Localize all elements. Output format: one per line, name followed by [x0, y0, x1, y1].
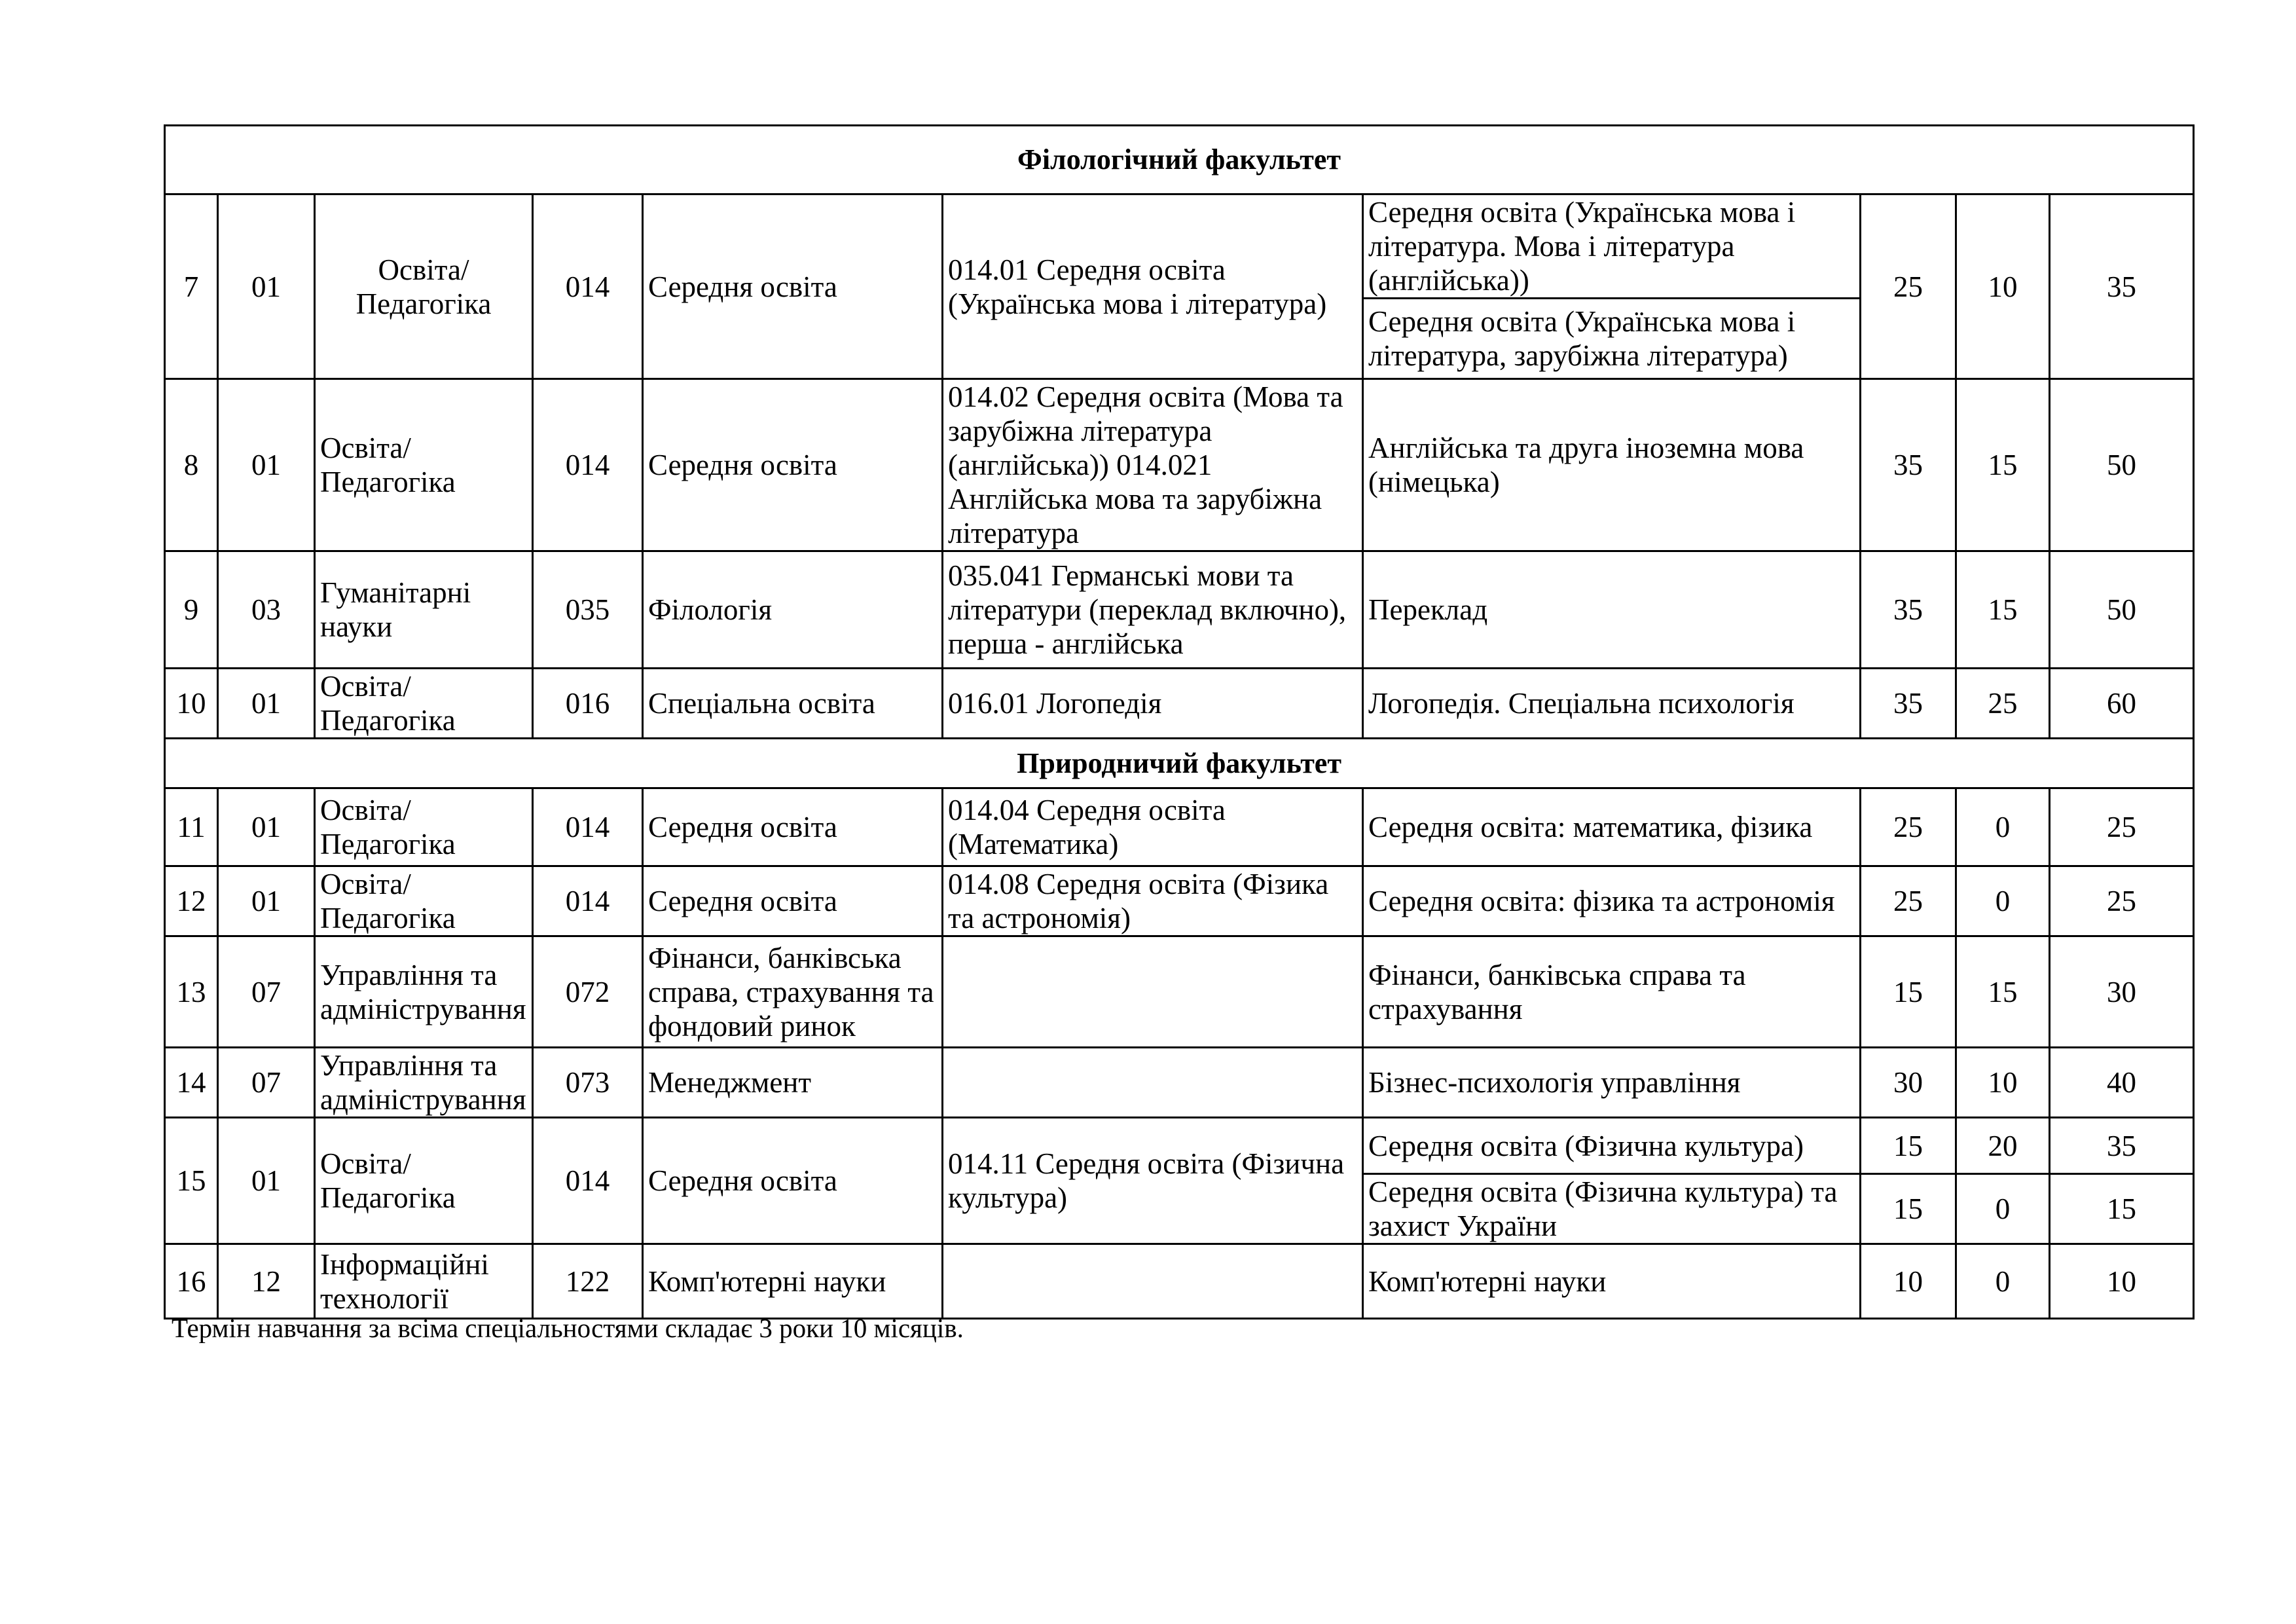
table-row	[165, 551, 2194, 669]
subject-specialty: 035.041 Германські мови та літератури (переклад включно), перша - англійська	[943, 551, 1363, 669]
area-code: 12	[218, 1244, 315, 1319]
total-places: 25	[2050, 866, 2194, 936]
subject-specialty	[943, 936, 1363, 1048]
contract-places: 15	[1956, 551, 2050, 669]
budget-places: 25	[1861, 194, 1956, 379]
knowledge-area: Управління та адміністрування	[315, 1048, 533, 1118]
budget-places: 15	[1861, 1174, 1956, 1244]
program-name: Середня освіта (Українська мова і література, зарубіжна література)	[1363, 299, 1861, 379]
specialty-code: 073	[533, 1048, 643, 1118]
table-row	[165, 669, 2194, 739]
contract-places: 10	[1956, 194, 2050, 379]
specialty-code: 014	[533, 194, 643, 379]
knowledge-area: Освіта/ Педагогіка	[315, 1118, 533, 1244]
row-number: 13	[165, 936, 218, 1048]
subject-specialty: 016.01 Логопедія	[943, 669, 1363, 739]
table-row	[165, 1118, 2194, 1174]
subject-specialty: 014.04 Середня освіта (Математика)	[943, 788, 1363, 866]
subject-specialty: 014.11 Середня освіта (Фізична культура)	[943, 1118, 1363, 1244]
total-places: 50	[2050, 379, 2194, 551]
total-places: 40	[2050, 1048, 2194, 1118]
faculty-header-row	[165, 126, 2194, 194]
specialty-code: 016	[533, 669, 643, 739]
area-code: 07	[218, 1048, 315, 1118]
specialty: Менеджмент	[643, 1048, 943, 1118]
budget-places: 25	[1861, 866, 1956, 936]
program-name: Логопедія. Спеціальна психологія	[1363, 669, 1861, 739]
area-code: 01	[218, 866, 315, 936]
total-places: 10	[2050, 1244, 2194, 1319]
area-code: 01	[218, 379, 315, 551]
row-number: 14	[165, 1048, 218, 1118]
contract-places: 0	[1956, 866, 2050, 936]
contract-places: 25	[1956, 669, 2050, 739]
specialty-code: 072	[533, 936, 643, 1048]
table-row	[165, 936, 2194, 1048]
total-places: 60	[2050, 669, 2194, 739]
table-row	[165, 194, 2194, 299]
row-number: 9	[165, 551, 218, 669]
program-name: Середня освіта (Українська мова і література. Мова і література (англійська))	[1363, 194, 1861, 299]
specialty: Середня освіта	[643, 194, 943, 379]
area-code: 01	[218, 194, 315, 379]
program-name: Бізнес-психологія управління	[1363, 1048, 1861, 1118]
budget-places: 15	[1861, 1118, 1956, 1174]
faculty-title: Природничий факультет	[165, 739, 2194, 788]
area-code: 03	[218, 551, 315, 669]
total-places: 35	[2050, 194, 2194, 379]
budget-places: 15	[1861, 936, 1956, 1048]
program-name: Фінанси, банківська справа та страхування	[1363, 936, 1861, 1048]
program-name: Англійська та друга іноземна мова (німецька)	[1363, 379, 1861, 551]
contract-places: 10	[1956, 1048, 2050, 1118]
table-row	[165, 866, 2194, 936]
knowledge-area: Освіта/ Педагогіка	[315, 866, 533, 936]
budget-places: 25	[1861, 788, 1956, 866]
specialty: Комп'ютерні науки	[643, 1244, 943, 1319]
specialty-code: 035	[533, 551, 643, 669]
budget-places: 30	[1861, 1048, 1956, 1118]
total-places: 30	[2050, 936, 2194, 1048]
program-name: Середня освіта (Фізична культура) та захист України	[1363, 1174, 1861, 1244]
specialty: Середня освіта	[643, 1118, 943, 1244]
knowledge-area: Управління та адміністрування	[315, 936, 533, 1048]
row-number: 10	[165, 669, 218, 739]
total-places: 35	[2050, 1118, 2194, 1174]
program-name: Переклад	[1363, 551, 1861, 669]
budget-places: 10	[1861, 1244, 1956, 1319]
contract-places: 0	[1956, 1244, 2050, 1319]
row-number: 15	[165, 1118, 218, 1244]
specialty-code: 014	[533, 788, 643, 866]
subject-specialty	[943, 1048, 1363, 1118]
program-name: Середня освіта (Фізична культура)	[1363, 1118, 1861, 1174]
row-number: 8	[165, 379, 218, 551]
contract-places: 15	[1956, 936, 2050, 1048]
contract-places: 0	[1956, 788, 2050, 866]
faculty-title: Філологічний факультет	[165, 126, 2194, 194]
row-number: 12	[165, 866, 218, 936]
specialty: Середня освіта	[643, 788, 943, 866]
total-places: 50	[2050, 551, 2194, 669]
program-name: Середня освіта: фізика та астрономія	[1363, 866, 1861, 936]
specialty: Філологія	[643, 551, 943, 669]
row-number: 11	[165, 788, 218, 866]
contract-places: 15	[1956, 379, 2050, 551]
table-row	[165, 1244, 2194, 1319]
subject-specialty: 014.02 Середня освіта (Мова та зарубіжна література (англійська)) 014.021 Англійська мова та зарубіжна література	[943, 379, 1363, 551]
admissions-table	[164, 124, 2195, 1320]
specialty-code: 014	[533, 1118, 643, 1244]
subject-specialty	[943, 1244, 1363, 1319]
specialty: Спеціальна освіта	[643, 669, 943, 739]
total-places: 25	[2050, 788, 2194, 866]
knowledge-area: Освіта/ Педагогіка	[315, 194, 533, 379]
specialty: Середня освіта	[643, 379, 943, 551]
knowledge-area: Освіта/ Педагогіка	[315, 669, 533, 739]
total-places: 15	[2050, 1174, 2194, 1244]
budget-places: 35	[1861, 669, 1956, 739]
row-number: 7	[165, 194, 218, 379]
subject-specialty: 014.01 Середня освіта (Українська мова і література)	[943, 194, 1363, 379]
budget-places: 35	[1861, 551, 1956, 669]
knowledge-area: Освіта/ Педагогіка	[315, 379, 533, 551]
specialty-code: 014	[533, 379, 643, 551]
row-number: 16	[165, 1244, 218, 1319]
area-code: 01	[218, 1118, 315, 1244]
table-row	[165, 379, 2194, 551]
specialty: Фінанси, банківська справа, страхування та фондовий ринок	[643, 936, 943, 1048]
table-row	[165, 1048, 2194, 1118]
area-code: 07	[218, 936, 315, 1048]
contract-places: 20	[1956, 1118, 2050, 1174]
knowledge-area: Освіта/ Педагогіка	[315, 788, 533, 866]
program-name: Комп'ютерні науки	[1363, 1244, 1861, 1319]
faculty-header-row	[165, 739, 2194, 788]
specialty-code: 122	[533, 1244, 643, 1319]
table-row	[165, 788, 2194, 866]
knowledge-area: Інформаційні технології	[315, 1244, 533, 1319]
budget-places: 35	[1861, 379, 1956, 551]
study-duration-note: Термін навчання за всіма спеціальностями складає 3 роки 10 місяців.	[172, 1313, 964, 1343]
specialty: Середня освіта	[643, 866, 943, 936]
program-name: Середня освіта: математика, фізика	[1363, 788, 1861, 866]
area-code: 01	[218, 669, 315, 739]
subject-specialty: 014.08 Середня освіта (Фізика та астрономія)	[943, 866, 1363, 936]
knowledge-area: Гуманітарні науки	[315, 551, 533, 669]
area-code: 01	[218, 788, 315, 866]
contract-places: 0	[1956, 1174, 2050, 1244]
specialty-code: 014	[533, 866, 643, 936]
